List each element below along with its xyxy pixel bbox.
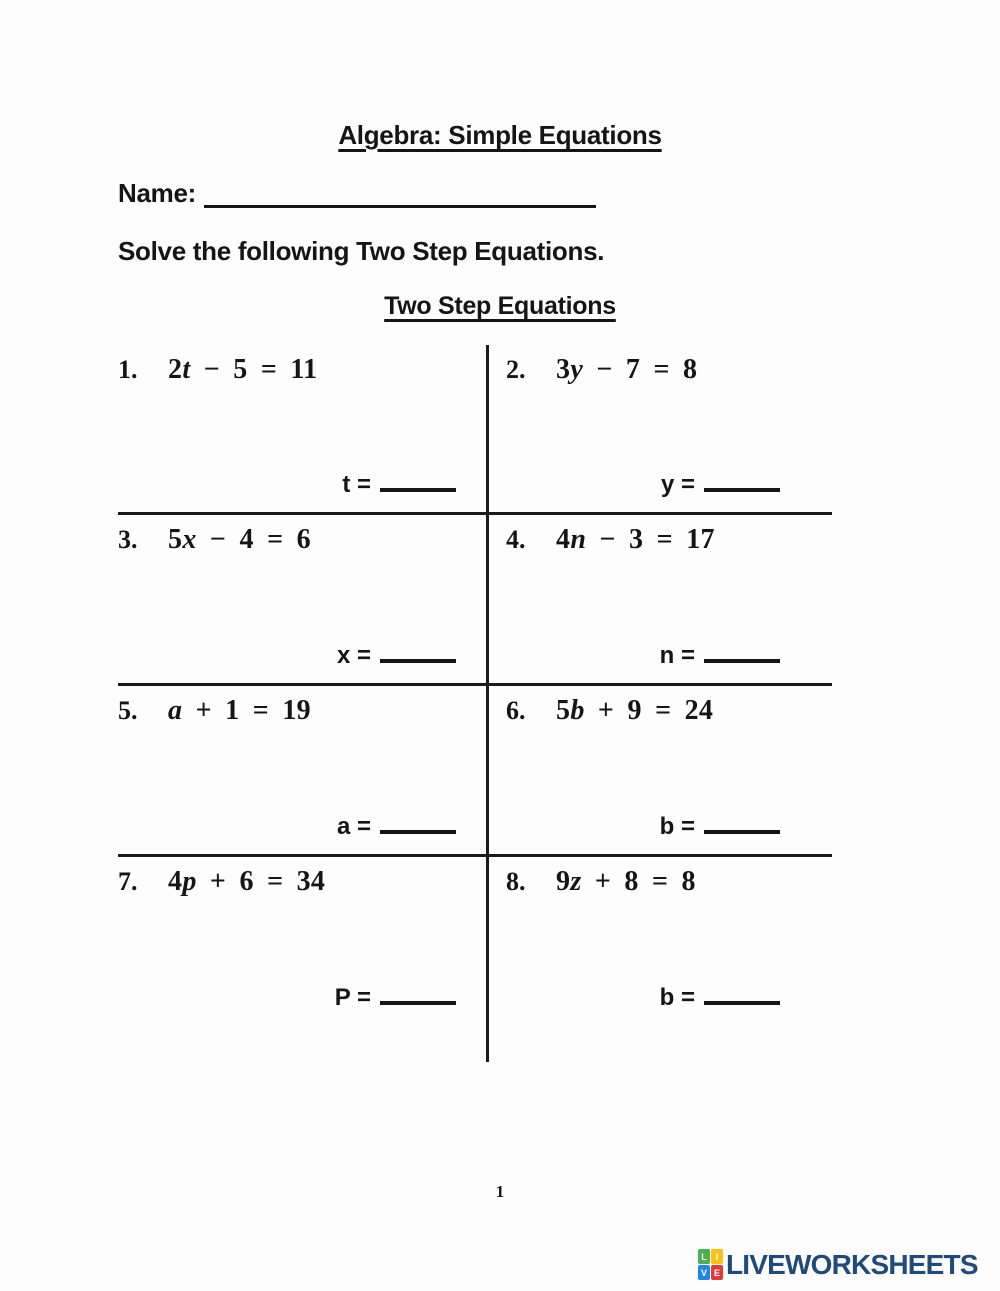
answer-label: n = bbox=[659, 642, 695, 669]
equation-6 bbox=[506, 695, 832, 727]
answer-blank[interactable] bbox=[380, 468, 456, 492]
name-row bbox=[118, 178, 596, 209]
answer-blank[interactable] bbox=[380, 810, 456, 834]
answer-label: x = bbox=[336, 642, 371, 669]
problem-number: 8. bbox=[506, 867, 526, 896]
answer-row-1 bbox=[342, 468, 456, 499]
answer-row-8 bbox=[660, 981, 780, 1012]
problem-cell-6 bbox=[489, 686, 832, 857]
section-row bbox=[0, 292, 1000, 321]
equation-4 bbox=[506, 524, 832, 556]
problem-number: 7. bbox=[118, 867, 138, 896]
section-title: Two Step Equations bbox=[384, 292, 616, 320]
problem-cell-2 bbox=[489, 345, 832, 515]
equation-7 bbox=[118, 866, 486, 898]
answer-label: b = bbox=[659, 984, 695, 1011]
answer-blank[interactable] bbox=[704, 468, 780, 492]
answer-row-7 bbox=[335, 981, 456, 1012]
answer-row-5 bbox=[337, 810, 456, 841]
answer-row-6 bbox=[660, 810, 780, 841]
equation-text: 3y − 7 = 8 bbox=[556, 354, 698, 385]
equation-text: 4n − 3 = 17 bbox=[556, 524, 715, 555]
page-number: 1 bbox=[495, 1182, 505, 1201]
equation-1 bbox=[118, 354, 486, 386]
equation-8 bbox=[506, 866, 832, 898]
answer-label: a = bbox=[336, 813, 371, 840]
problem-cell-5 bbox=[118, 686, 489, 857]
problem-number: 2. bbox=[506, 355, 526, 384]
problem-number: 1. bbox=[118, 355, 138, 384]
liveworksheets-logo-icon bbox=[698, 1249, 723, 1280]
logo-tile-v: V bbox=[698, 1265, 710, 1280]
answer-label: P = bbox=[334, 984, 371, 1011]
problem-cell-8 bbox=[489, 857, 832, 1062]
problem-cell-1 bbox=[118, 345, 489, 515]
answer-blank[interactable] bbox=[704, 981, 780, 1005]
instruction-text: Solve the following Two Step Equations. bbox=[118, 236, 605, 266]
equation-text: 9z + 8 = 8 bbox=[556, 866, 696, 897]
answer-blank[interactable] bbox=[380, 981, 456, 1005]
name-label: Name: bbox=[118, 178, 196, 208]
problem-number: 4. bbox=[506, 525, 526, 554]
problem-number: 5. bbox=[118, 696, 138, 725]
equation-text: a + 1 = 19 bbox=[168, 695, 311, 726]
answer-blank[interactable] bbox=[704, 810, 780, 834]
answer-label: b = bbox=[659, 813, 695, 840]
title-row bbox=[0, 120, 1000, 151]
answer-row-3 bbox=[337, 639, 456, 670]
page-title: Algebra: Simple Equations bbox=[338, 120, 662, 150]
equation-text: 4p + 6 = 34 bbox=[168, 866, 326, 897]
equation-text: 5b + 9 = 24 bbox=[556, 695, 714, 726]
problem-cell-4 bbox=[489, 515, 832, 686]
name-blank-line[interactable] bbox=[204, 182, 596, 208]
answer-blank[interactable] bbox=[704, 639, 780, 663]
problem-cell-3 bbox=[118, 515, 489, 686]
answer-label: t = bbox=[342, 471, 371, 498]
logo-brand-text: LIVEWORKSHEETS bbox=[726, 1248, 978, 1280]
equation-text: 5x − 4 = 6 bbox=[168, 524, 311, 555]
equation-3 bbox=[118, 524, 486, 556]
answer-row-2 bbox=[661, 468, 780, 499]
equation-2 bbox=[506, 354, 832, 386]
liveworksheets-logo[interactable] bbox=[698, 1249, 978, 1280]
logo-tile-e: E bbox=[711, 1265, 723, 1280]
problem-cell-7 bbox=[118, 857, 489, 1062]
problem-number: 6. bbox=[506, 696, 526, 725]
answer-label: y = bbox=[660, 471, 695, 498]
equation-text: 2t − 5 = 11 bbox=[168, 354, 318, 385]
problems-grid bbox=[118, 345, 832, 1062]
answer-blank[interactable] bbox=[380, 639, 456, 663]
answer-row-4 bbox=[660, 639, 780, 670]
problem-number: 3. bbox=[118, 525, 138, 554]
logo-tile-i: I bbox=[711, 1249, 723, 1264]
equation-5 bbox=[118, 695, 486, 727]
logo-tile-l: L bbox=[698, 1249, 710, 1264]
